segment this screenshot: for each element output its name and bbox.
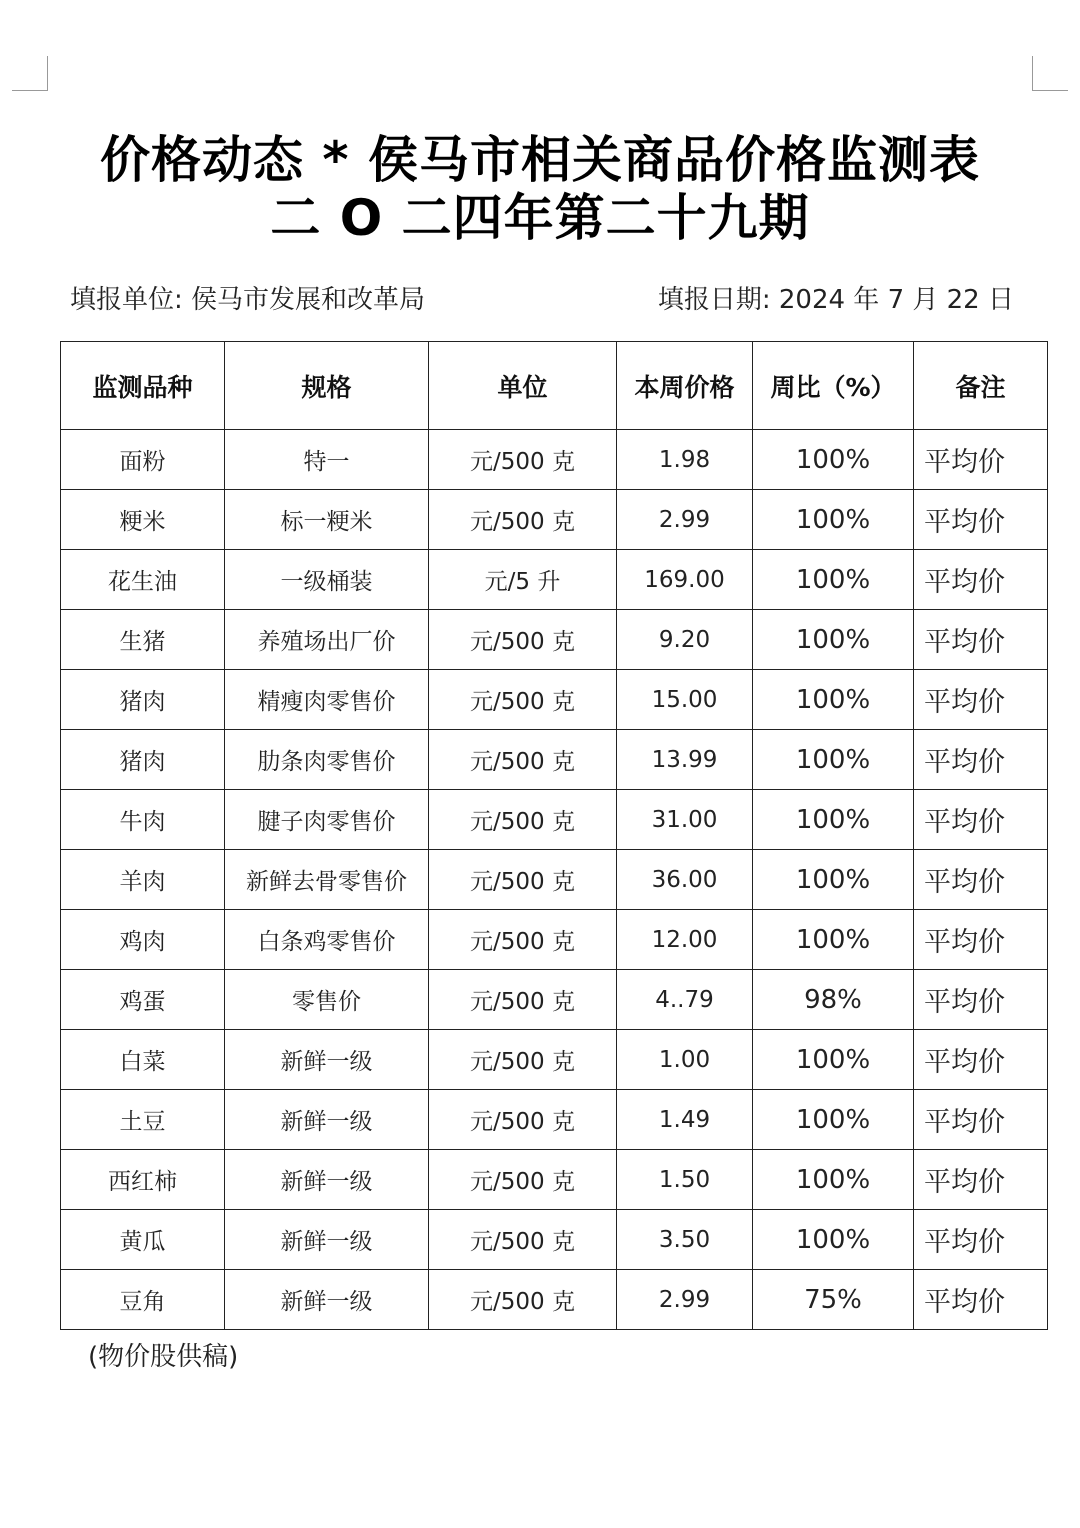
cell-item: 生猪 [61,610,225,670]
cell-price: 9.20 [617,610,753,670]
cell-remark: 平均价 [914,670,1048,730]
cell-price: 3.50 [617,1210,753,1270]
crop-mark-top-left [12,90,48,91]
cell-item: 面粉 [61,430,225,490]
cell-unit: 元/500 克 [429,910,617,970]
cell-item: 花生油 [61,550,225,610]
cell-item: 黄瓜 [61,1210,225,1270]
table-row [61,610,1048,670]
column-header-item: 监测品种 [61,342,225,430]
table-row [61,850,1048,910]
cell-price: 169.00 [617,550,753,610]
cell-spec: 新鲜一级 [225,1210,429,1270]
cell-remark: 平均价 [914,1090,1048,1150]
cell-unit: 元/500 克 [429,790,617,850]
cell-remark: 平均价 [914,850,1048,910]
cell-item: 羊肉 [61,850,225,910]
table-row [61,730,1048,790]
crop-mark-top-right [1032,90,1068,91]
cell-spec: 标一粳米 [225,490,429,550]
cell-unit: 元/500 克 [429,610,617,670]
reporting-unit: 填报单位: 侯马市发展和改革局 [70,285,426,315]
cell-price: 4..79 [617,970,753,1030]
cell-weekly-ratio: 100% [753,610,914,670]
cell-weekly-ratio: 100% [753,550,914,610]
cell-remark: 平均价 [914,550,1048,610]
table-row [61,790,1048,850]
cell-spec: 新鲜去骨零售价 [225,850,429,910]
cell-price: 1.00 [617,1030,753,1090]
cell-price: 31.00 [617,790,753,850]
reporting-date: 填报日期: 2024 年 7 月 22 日 [657,285,1014,315]
issue-title: 二 O 二四年第二十九期 [270,189,810,247]
column-header-weekly-ratio: 周比（%） [753,342,914,430]
cell-spec: 一级桶装 [225,550,429,610]
cell-spec: 肋条肉零售价 [225,730,429,790]
cell-spec: 精瘦肉零售价 [225,670,429,730]
table-row [61,1030,1048,1090]
column-header-remark: 备注 [914,342,1048,430]
cell-spec: 特一 [225,430,429,490]
cell-spec: 新鲜一级 [225,1270,429,1330]
table-row [61,1210,1048,1270]
table-row [61,670,1048,730]
cell-remark: 平均价 [914,430,1048,490]
cell-weekly-ratio: 100% [753,910,914,970]
crop-mark-top-right [1032,56,1033,90]
table-row [61,550,1048,610]
cell-weekly-ratio: 100% [753,1030,914,1090]
column-header-price: 本周价格 [617,342,753,430]
cell-remark: 平均价 [914,730,1048,790]
table-row [61,1150,1048,1210]
cell-unit: 元/500 克 [429,970,617,1030]
cell-weekly-ratio: 75% [753,1270,914,1330]
cell-item: 豆角 [61,1270,225,1330]
cell-remark: 平均价 [914,1210,1048,1270]
cell-item: 西红柿 [61,1150,225,1210]
price-monitoring-table [60,341,1048,1330]
cell-spec: 腱子肉零售价 [225,790,429,850]
cell-price: 1.98 [617,430,753,490]
table-row [61,1090,1048,1150]
cell-spec: 新鲜一级 [225,1150,429,1210]
cell-weekly-ratio: 100% [753,430,914,490]
cell-remark: 平均价 [914,490,1048,550]
cell-weekly-ratio: 100% [753,730,914,790]
table-header-row [61,342,1048,430]
cell-price: 2.99 [617,1270,753,1330]
table-row [61,1270,1048,1330]
column-header-unit: 单位 [429,342,617,430]
cell-weekly-ratio: 100% [753,790,914,850]
cell-price: 12.00 [617,910,753,970]
page-title: 价格动态 * 侯马市相关商品价格监测表 [100,131,980,189]
cell-spec: 白条鸡零售价 [225,910,429,970]
cell-remark: 平均价 [914,1150,1048,1210]
crop-mark-top-left [47,56,48,90]
cell-unit: 元/500 克 [429,430,617,490]
cell-price: 2.99 [617,490,753,550]
cell-unit: 元/500 克 [429,1270,617,1330]
cell-unit: 元/500 克 [429,1090,617,1150]
cell-item: 猪肉 [61,730,225,790]
cell-remark: 平均价 [914,910,1048,970]
table-row [61,490,1048,550]
cell-spec: 养殖场出厂价 [225,610,429,670]
cell-item: 鸡蛋 [61,970,225,1030]
cell-unit: 元/500 克 [429,1210,617,1270]
cell-unit: 元/500 克 [429,1030,617,1090]
cell-item: 白菜 [61,1030,225,1090]
cell-spec: 新鲜一级 [225,1090,429,1150]
cell-unit: 元/500 克 [429,490,617,550]
cell-item: 猪肉 [61,670,225,730]
cell-weekly-ratio: 100% [753,670,914,730]
cell-price: 15.00 [617,670,753,730]
table-row [61,430,1048,490]
cell-weekly-ratio: 100% [753,850,914,910]
cell-spec: 零售价 [225,970,429,1030]
cell-unit: 元/500 克 [429,730,617,790]
cell-item: 土豆 [61,1090,225,1150]
column-header-spec: 规格 [225,342,429,430]
cell-weekly-ratio: 100% [753,490,914,550]
cell-price: 13.99 [617,730,753,790]
cell-weekly-ratio: 100% [753,1210,914,1270]
cell-remark: 平均价 [914,790,1048,850]
cell-unit: 元/500 克 [429,670,617,730]
cell-remark: 平均价 [914,610,1048,670]
cell-unit: 元/500 克 [429,850,617,910]
cell-unit: 元/5 升 [429,550,617,610]
cell-spec: 新鲜一级 [225,1030,429,1090]
cell-weekly-ratio: 100% [753,1090,914,1150]
cell-remark: 平均价 [914,1030,1048,1090]
cell-weekly-ratio: 98% [753,970,914,1030]
cell-item: 鸡肉 [61,910,225,970]
cell-price: 1.49 [617,1090,753,1150]
cell-remark: 平均价 [914,1270,1048,1330]
source-note: (物价股供稿) [88,1342,239,1372]
table-row [61,910,1048,970]
cell-weekly-ratio: 100% [753,1150,914,1210]
cell-price: 1.50 [617,1150,753,1210]
cell-unit: 元/500 克 [429,1150,617,1210]
cell-remark: 平均价 [914,970,1048,1030]
table-row [61,970,1048,1030]
cell-price: 36.00 [617,850,753,910]
cell-item: 粳米 [61,490,225,550]
cell-item: 牛肉 [61,790,225,850]
